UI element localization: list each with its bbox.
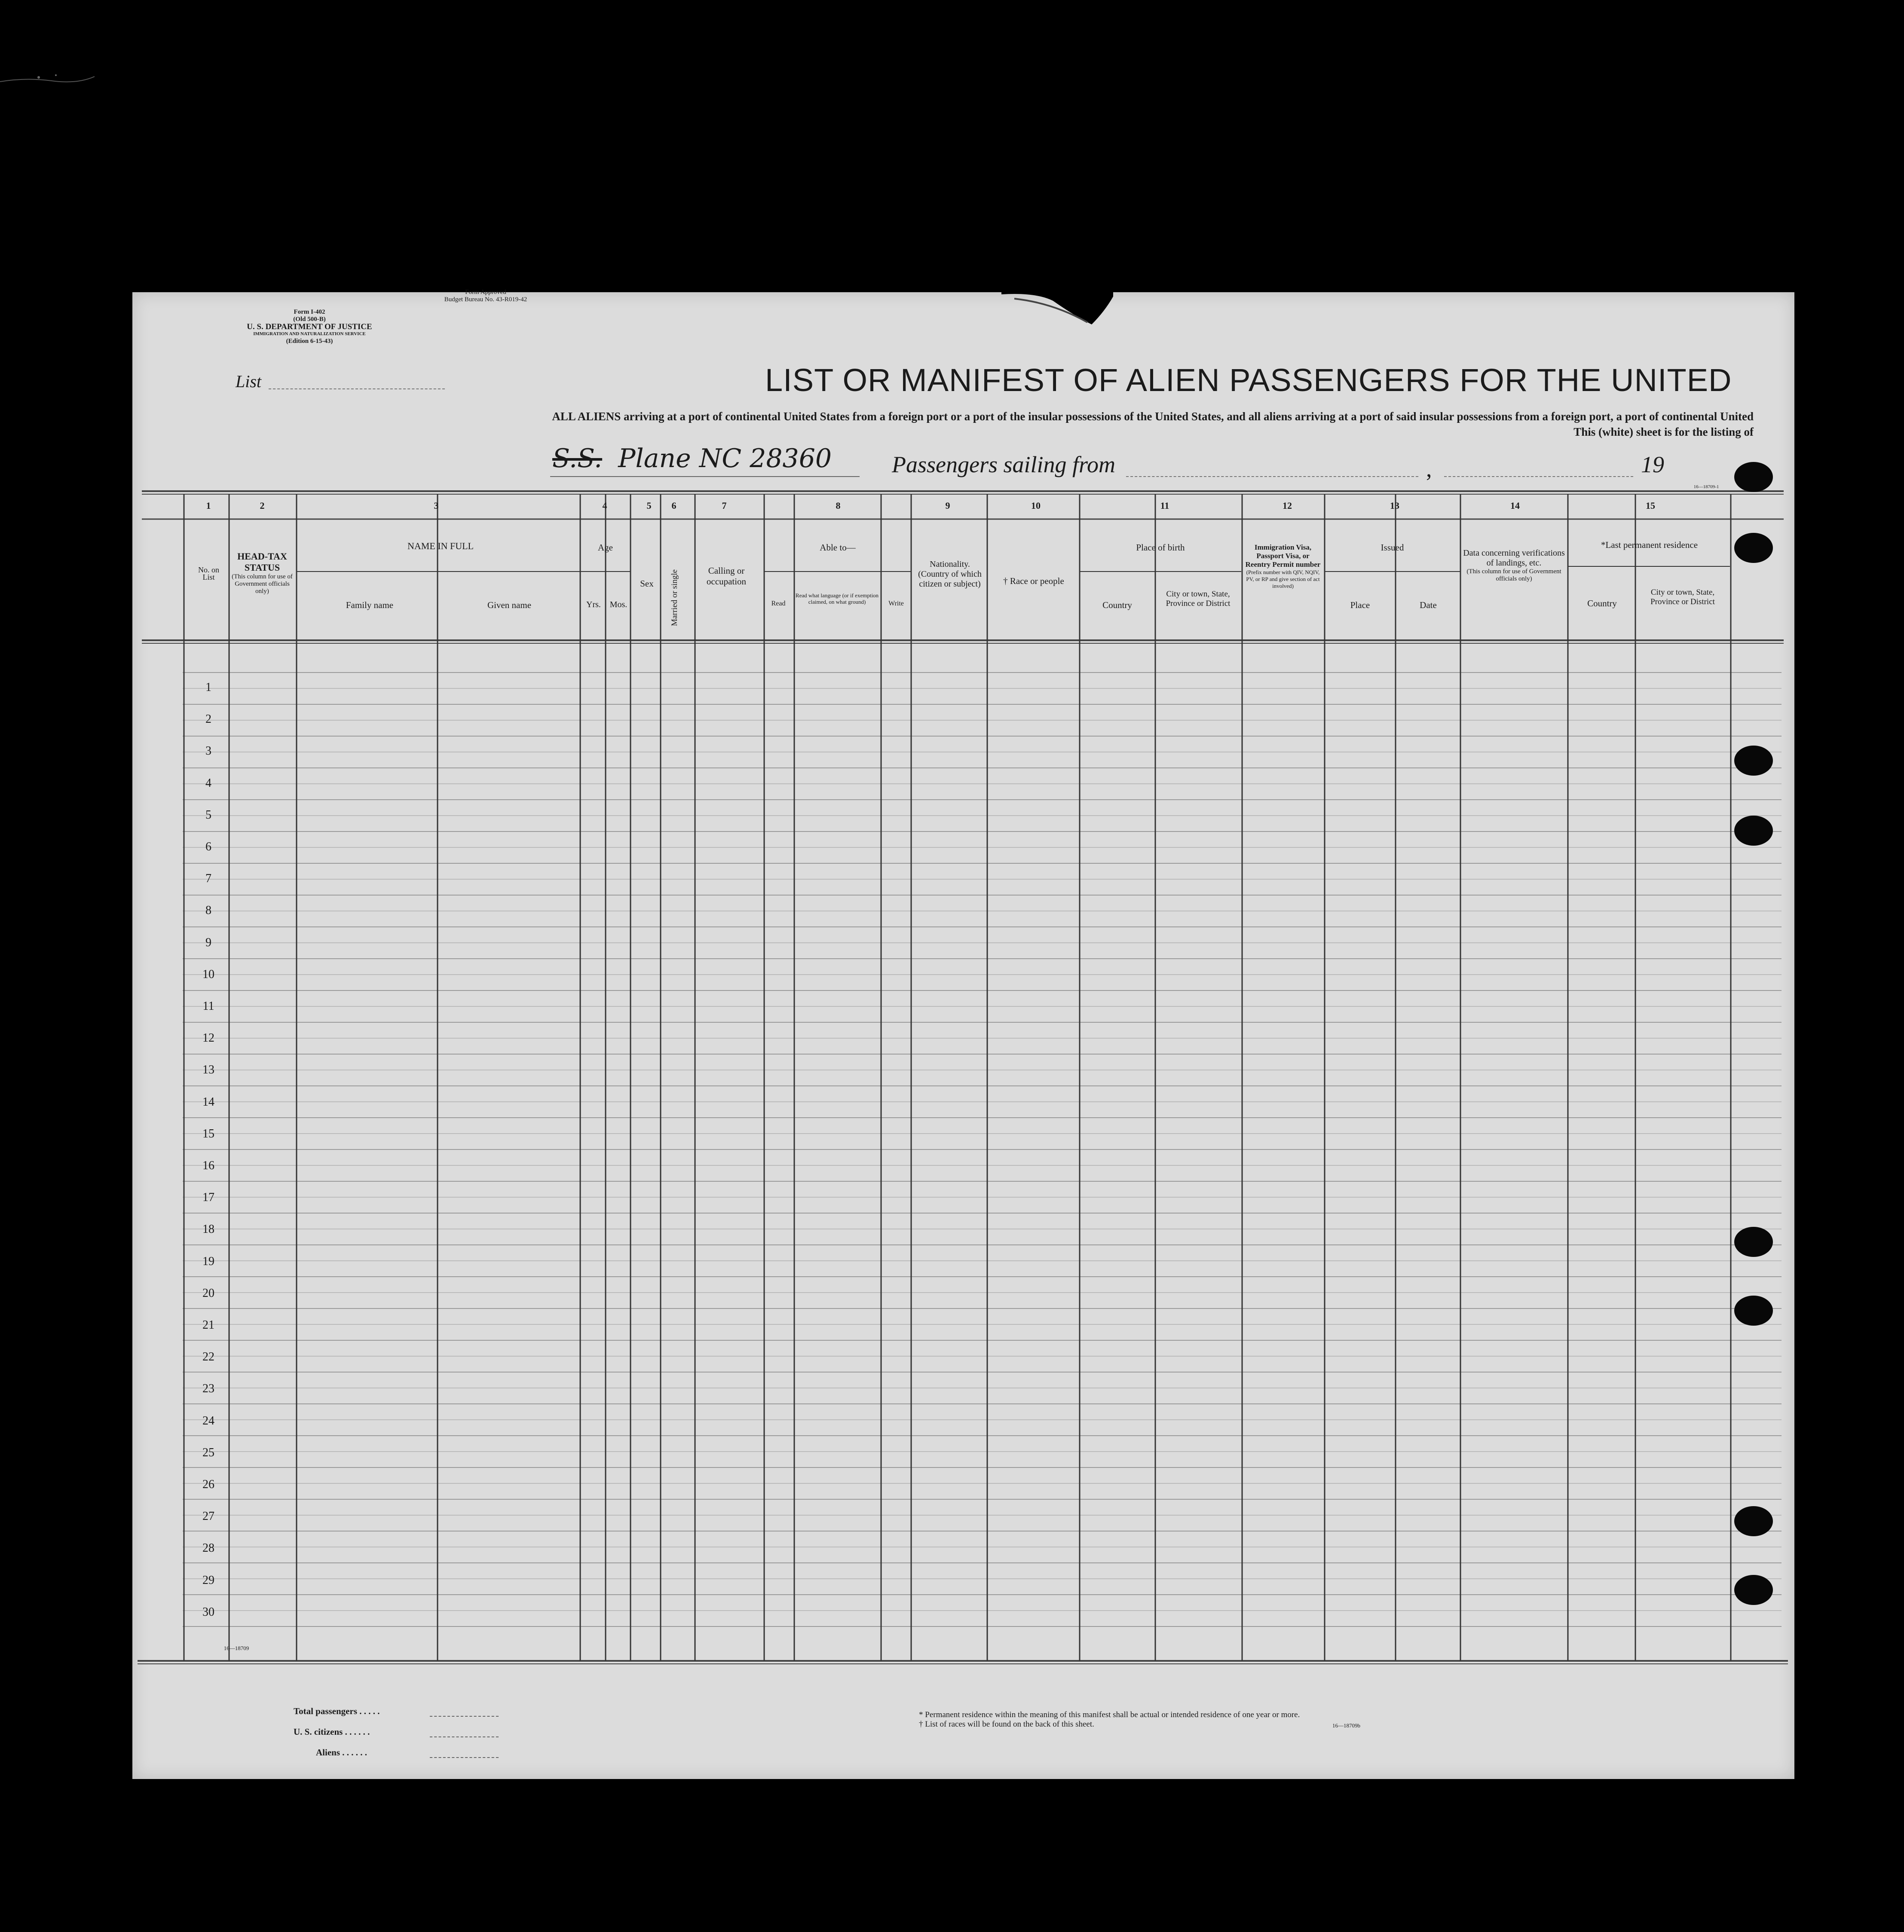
punch-hole [1734,1296,1773,1326]
header-write: Write [888,600,904,607]
header-marital-status: Married or single [670,569,679,626]
row-number: 7 [205,872,211,886]
header-birth-country: Country [1102,600,1132,610]
header-last-residence: *Last permanent residence [1601,540,1698,550]
head-tax-title: HEAD-TAX STATUS [237,551,287,573]
us-citizens-text: U. S. citizens [294,1727,343,1737]
punch-hole [1734,746,1773,776]
print-code-top: 16—18709-1 [1693,484,1719,489]
form-old-number: (Old 500-B) [293,316,326,323]
column-number-7: 7 [722,500,727,511]
form-edition: (Edition 6-15-43) [286,338,333,345]
row-number: 9 [205,935,211,949]
footnote-races: † List of races will be found on the back of this sheet. [919,1720,1094,1729]
us-citizens-field [430,1736,499,1737]
footnote-residence: * Permanent residence within the meaning of this manifest shall be actual or intended residence of one year or more. [919,1710,1300,1719]
header-verifications [1461,548,1567,583]
row-number: 15 [202,1127,214,1140]
aliens-text: Aliens [316,1747,340,1758]
row-number: 16 [202,1159,214,1172]
column-number-4: 4 [602,500,607,511]
header-no-on-list: No. on List [198,566,219,581]
column-number-6: 6 [671,500,677,511]
approval-label: Form Approved [465,289,506,296]
row-number: 23 [202,1382,214,1396]
header-race: † Race or people [1003,576,1064,586]
header-residence-city: City or town, State, Province or District [1650,588,1715,606]
form-department: U. S. DEPARTMENT OF JUSTICE [247,322,372,331]
row-number: 21 [202,1318,214,1332]
subtitle-line-2: This (white) sheet is for the listing of [1573,425,1754,438]
header-nationality: Nationality. (Country of which citizen or subject) [918,559,982,589]
column-number-15: 15 [1646,500,1655,511]
row-number: 18 [202,1223,214,1236]
row-number: 13 [202,1063,214,1077]
punch-hole [1734,1575,1773,1605]
header-able-to: Able to— [820,542,856,553]
column-number-14: 14 [1510,500,1520,511]
column-number-1: 1 [206,500,211,511]
row-number: 11 [202,1000,214,1013]
column-number-9: 9 [945,500,950,511]
total-passengers-field [430,1716,499,1717]
form-service: IMMIGRATION AND NATURALIZATION SERVICE [253,331,366,336]
row-number: 20 [202,1286,214,1300]
row-number: 5 [205,808,211,822]
header-age: Age [598,542,613,553]
column-number-10: 10 [1031,500,1041,511]
head-tax-note: (This column for use of Government officials only) [232,573,293,595]
row-number: 25 [202,1446,214,1459]
header-read: Read [771,600,786,607]
row-number: 4 [205,776,211,790]
comma-separator: , [1426,456,1432,482]
verifications-note: (This column for use of Government officials only) [1466,568,1561,582]
row-number: 22 [202,1350,214,1364]
header-residence-country: Country [1587,598,1617,608]
header-sex: Sex [640,578,654,589]
sailing-from-label: Passengers sailing from [892,452,1116,477]
column-number-2: 2 [260,500,265,511]
us-citizens-label: U. S. citizens . . . . . . [294,1727,370,1737]
form-number: Form I-402 [294,309,325,315]
row-number: 1 [205,681,211,694]
header-issued: Issued [1381,542,1404,553]
column-number-5: 5 [646,500,652,511]
header-name-in-full: NAME IN FULL [407,541,474,551]
vessel-prefix: S.S. [552,443,603,474]
header-occupation: Calling or occupation [706,566,747,587]
punch-hole [1734,1227,1773,1257]
header-read-language: Read what language (or if exemption claimed, on what ground) [795,592,879,605]
punch-hole [1734,816,1773,846]
page-title: LIST OR MANIFEST OF ALIEN PASSENGERS FOR THE UNITED [765,362,1732,398]
footnote-code: 16—18709b [1332,1722,1360,1729]
print-code-bottom: 16—18709 [223,1645,249,1651]
column-number-8: 8 [836,500,841,511]
punch-hole [1734,533,1773,563]
header-given-name: Given name [487,600,532,610]
header-head-tax [230,551,294,595]
header-issued-date: Date [1420,600,1437,610]
visa-title: Immigration Visa, Passport Visa, or Reentry Permit number [1245,543,1321,569]
row-number: 6 [205,840,211,853]
row-number: 27 [202,1510,214,1523]
total-passengers-text: Total passengers [294,1706,357,1716]
header-age-years: Yrs. [586,600,601,609]
aliens-field [430,1757,499,1758]
row-number: 28 [202,1541,214,1555]
list-label: List [236,372,262,391]
row-number: 26 [202,1478,214,1491]
column-number-11: 11 [1160,500,1169,511]
vessel-name: Plane NC 28360 [618,443,832,474]
column-number-12: 12 [1283,500,1292,511]
total-passengers-label: Total passengers . . . . . [294,1706,380,1716]
visa-note: (Prefix number with QIV, NQIV, PV, or RP and give section of act involved) [1246,569,1320,589]
row-number: 8 [205,904,211,917]
row-number: 10 [202,967,214,981]
header-issued-place: Place [1350,600,1370,610]
year-prefix: 19 [1641,452,1664,477]
aliens-label: Aliens . . . . . . [316,1747,367,1758]
row-number: 2 [205,712,211,726]
verifications-title: Data concerning verifications of landings, etc. [1463,548,1565,568]
row-number: 24 [202,1414,214,1428]
row-number: 29 [202,1573,214,1587]
row-number: 3 [205,744,211,758]
row-number: 19 [202,1254,214,1268]
column-number-13: 13 [1390,500,1399,511]
punch-hole [1734,462,1773,492]
subtitle-line-1: ALL ALIENS arriving at a port of continental United States from a foreign port or a port of the insular possessions of the United States, and all aliens arriving at a port of said insular possessions from a foreign port, a port of continental United [552,410,1754,423]
column-number-3: 3 [434,500,439,511]
row-number: 14 [202,1095,214,1109]
row-number: 30 [202,1605,214,1619]
budget-number: Budget Bureau No. 43-R019-42 [444,296,527,303]
punch-hole [1734,1506,1773,1536]
header-visa [1244,543,1322,590]
row-number: 17 [202,1191,214,1204]
row-number: 12 [202,1031,214,1045]
header-family-name: Family name [346,600,394,610]
header-place-of-birth: Place of birth [1136,542,1185,553]
header-birth-city: City or town, State, Province or District [1166,590,1231,608]
header-age-months: Mos. [609,600,628,609]
